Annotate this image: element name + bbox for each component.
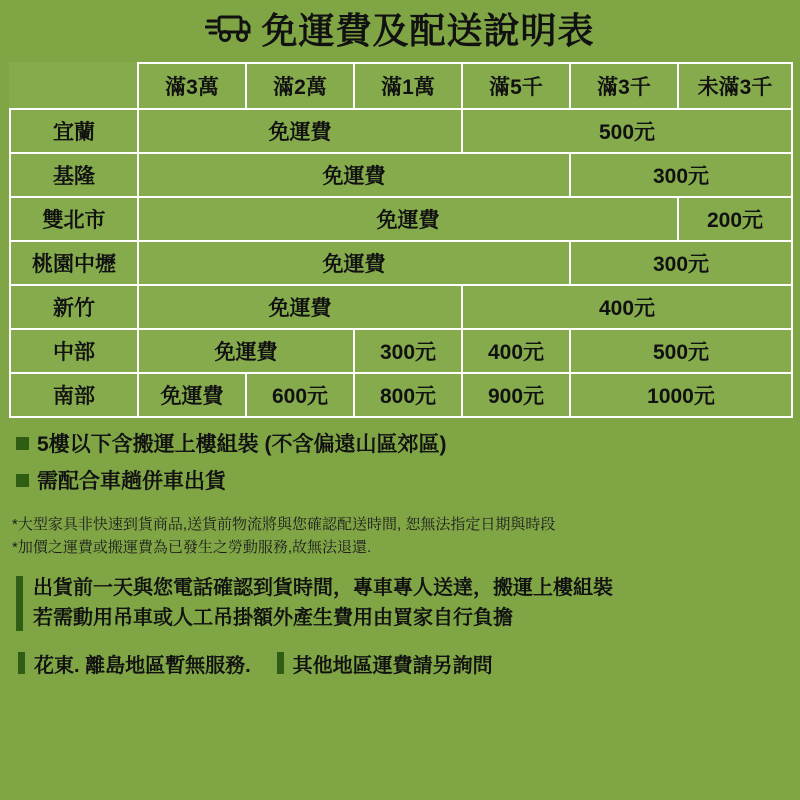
note-text: 5樓以下含搬運上樓組裝 (不含偏遠山區郊區) xyxy=(37,433,447,456)
table-cell: 免運費 xyxy=(138,285,462,329)
table-row xyxy=(10,241,792,285)
row-header: 新竹 xyxy=(10,285,138,329)
column-header: 滿3千 xyxy=(570,63,678,109)
table-body xyxy=(10,109,792,417)
disclaimer-line: *加價之運費或搬運費為已發生之勞動服務,故無法退還. xyxy=(12,539,372,557)
page-title-text: 免運費及配送說明表 xyxy=(261,10,595,51)
freight-table xyxy=(9,62,793,418)
table-row xyxy=(10,153,792,197)
vertical-bar-icon xyxy=(277,652,284,674)
highlight-block xyxy=(16,576,800,631)
highlight-line: 若需動用吊車或人工吊掛額外產生費用由買家自行負擔 xyxy=(33,606,513,629)
table-cell: 免運費 xyxy=(138,197,678,241)
column-header: 滿3萬 xyxy=(138,63,246,109)
highlight-line: 出貨前一天與您電話確認到貨時間，專車專人送達，搬運上樓組裝 xyxy=(33,576,613,599)
row-header: 中部 xyxy=(10,329,138,373)
table-cell: 600元 xyxy=(246,373,354,417)
footer-notes xyxy=(18,649,800,678)
table-cell: 500元 xyxy=(570,329,792,373)
table-cell: 免運費 xyxy=(138,153,570,197)
notes-list xyxy=(16,428,800,495)
bullet-square-icon xyxy=(16,474,29,487)
table-cell: 免運費 xyxy=(138,329,354,373)
table-cell: 300元 xyxy=(570,153,792,197)
table-row xyxy=(10,373,792,417)
vertical-bar-icon xyxy=(16,576,23,631)
table-cell: 800元 xyxy=(354,373,462,417)
row-header: 基隆 xyxy=(10,153,138,197)
note-item xyxy=(16,465,800,495)
row-header: 宜蘭 xyxy=(10,109,138,153)
table-cell: 500元 xyxy=(462,109,792,153)
column-header: 未滿3千 xyxy=(678,63,792,109)
vertical-bar-icon xyxy=(18,652,25,674)
table-header-row xyxy=(10,63,792,109)
row-header: 桃園中壢 xyxy=(10,241,138,285)
column-header: 滿1萬 xyxy=(354,63,462,109)
row-header: 南部 xyxy=(10,373,138,417)
table-row xyxy=(10,109,792,153)
table-row xyxy=(10,197,792,241)
row-header: 雙北市 xyxy=(10,197,138,241)
table-cell: 免運費 xyxy=(138,241,570,285)
disclaimer-block xyxy=(12,513,800,560)
note-item xyxy=(16,428,800,458)
column-header: 滿5千 xyxy=(462,63,570,109)
footer-note-item xyxy=(18,649,251,678)
table-row xyxy=(10,329,792,373)
table-cell: 200元 xyxy=(678,197,792,241)
table-cell: 免運費 xyxy=(138,109,462,153)
table-cell: 400元 xyxy=(462,285,792,329)
table-cell: 400元 xyxy=(462,329,570,373)
table-corner-cell xyxy=(10,63,138,109)
table-cell: 1000元 xyxy=(570,373,792,417)
page-title xyxy=(0,0,800,62)
table-cell: 300元 xyxy=(570,241,792,285)
table-cell: 免運費 xyxy=(138,373,246,417)
table-row xyxy=(10,285,792,329)
bullet-square-icon xyxy=(16,437,29,450)
footer-note-item xyxy=(277,649,493,678)
table-cell: 300元 xyxy=(354,329,462,373)
table-cell: 900元 xyxy=(462,373,570,417)
footer-note-text: 花東. 離島地區暫無服務. xyxy=(34,654,251,677)
truck-icon xyxy=(205,12,251,51)
column-header: 滿2萬 xyxy=(246,63,354,109)
disclaimer-line: *大型家具非快速到貨商品,送貨前物流將與您確認配送時間, 恕無法指定日期與時段 xyxy=(12,516,556,533)
footer-note-text: 其他地區運費請另詢問 xyxy=(292,654,493,677)
note-text: 需配合車趟併車出貨 xyxy=(37,470,226,493)
